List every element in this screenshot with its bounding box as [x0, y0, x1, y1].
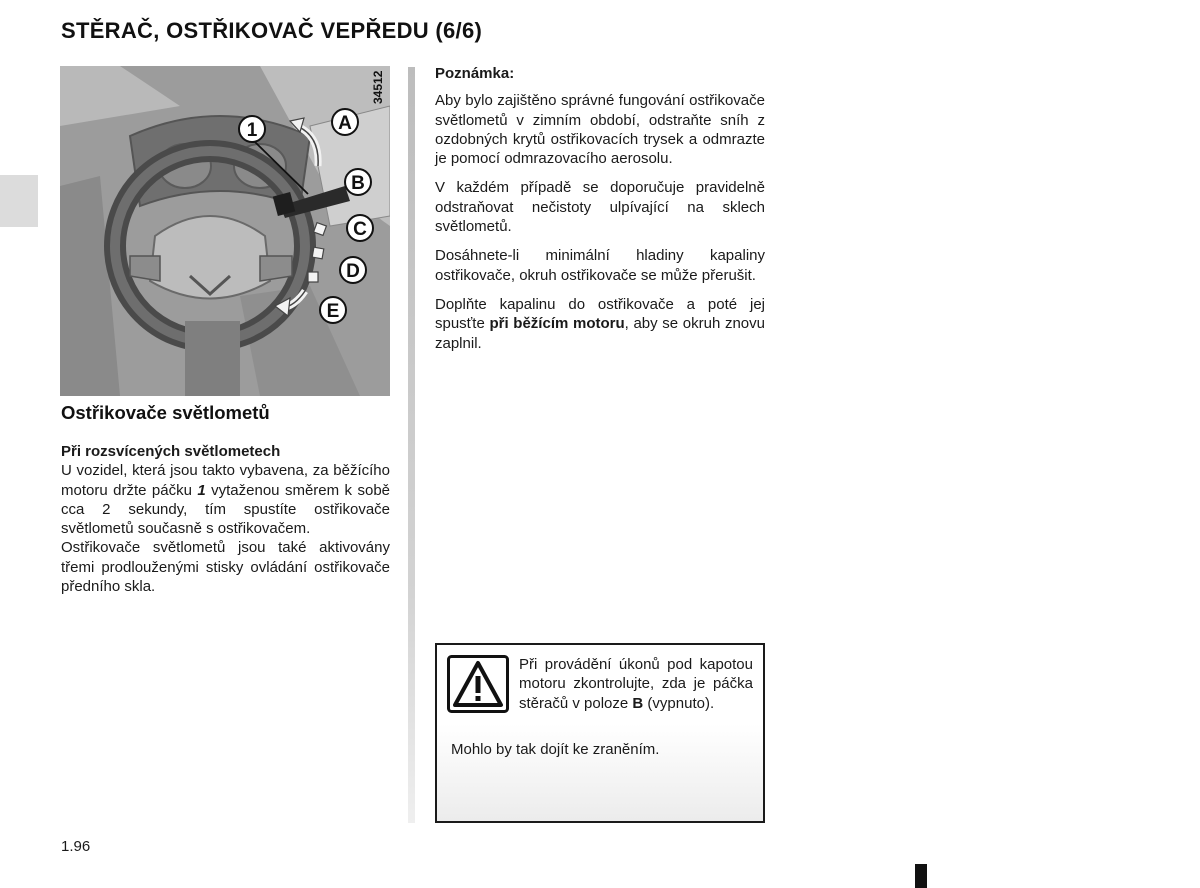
steering-wheel-illustration: [60, 66, 390, 396]
page-number: 1.96: [61, 838, 91, 855]
page-edge-marker: [915, 864, 927, 888]
chapter-tab: [0, 175, 38, 227]
note-label: Poznámka:: [435, 65, 515, 82]
warning-triangle-icon: [447, 655, 509, 713]
callout-d: [340, 257, 366, 283]
right-paragraph-4: [435, 295, 765, 353]
column-divider: [408, 67, 415, 823]
left-p1-text-end: vytaženou směrem k sobě cca 2 sekundy, tím spustíte ostřikovače světlometů současně s ostřikovačem.: [61, 481, 391, 538]
steering-wheel-drawing: [60, 66, 390, 396]
figure-code: 34512: [371, 70, 385, 104]
right-paragraph-2: V každém případě se doporučuje pravidelně odstraňovat nečistoty ulpívající na sklech světlometů.: [435, 179, 765, 236]
callout-1: [239, 116, 265, 142]
right-paragraph-1: Aby bylo zajištěno správné fungování ostřikovače světlometů v zimním období, odstraňte sníh z ozdobných krytů ostřikovacích trysek a odmrazte je pomocí odmrazovacího aerosolu.: [435, 92, 765, 168]
callout-a-label: A: [338, 113, 352, 134]
callout-1-label: 1: [246, 120, 258, 141]
right-p4-text: Doplňte kapalinu do ostřikovače a poté jej spusťte: [435, 295, 765, 333]
warning-consequence: Mohlo by tak dojít ke zranĕním.: [451, 741, 660, 758]
callout-e-label: E: [326, 301, 340, 322]
left-paragraph-2: Ostřikovače světlometů jsou také aktivovány třemi prodlouženými stisky ovládání ostřikovače předního skla.: [61, 539, 390, 596]
left-column: [61, 442, 390, 596]
subheading: Při rozsvícených světlometech: [61, 443, 281, 460]
right-paragraph-3: Dosáhnete-li minimální hladiny kapaliny ostřikovače, okruh ostřikovače se může přerušit.: [435, 247, 765, 284]
warning-text-bold: B: [632, 694, 644, 712]
left-p1-text: U vozidel, která jsou takto vybavena, za běžícího motoru držte páčku: [61, 462, 390, 499]
right-p4-bold: při běžícím motoru: [489, 315, 625, 333]
warning-text-end: (vypnuto).: [643, 694, 715, 712]
section-heading: Ostřikovače světlometů: [61, 402, 270, 423]
right-p4-text-end: , aby se okruh znovu zaplnil.: [435, 315, 765, 352]
callout-b-label: B: [351, 173, 365, 194]
callout-c: [347, 215, 373, 241]
callout-c-label: C: [353, 219, 367, 240]
callout-e: [320, 297, 346, 323]
right-column: [435, 64, 765, 363]
callout-b: [345, 169, 371, 195]
left-p1-bold: 1: [197, 481, 206, 499]
warning-text: [519, 655, 753, 713]
warning-text-start: Při provádění úkonů pod kapotou motoru zkontrolujte, zda je páčka stěračů v poloze: [519, 656, 753, 712]
page-title: STĚRAČ, OSTŘIKOVAČ VEPŘEDU (6/6): [61, 18, 483, 43]
callout-d-label: D: [346, 261, 360, 282]
left-paragraph-1: [61, 461, 390, 538]
callout-a: [332, 109, 358, 135]
warning-box: [435, 643, 765, 823]
